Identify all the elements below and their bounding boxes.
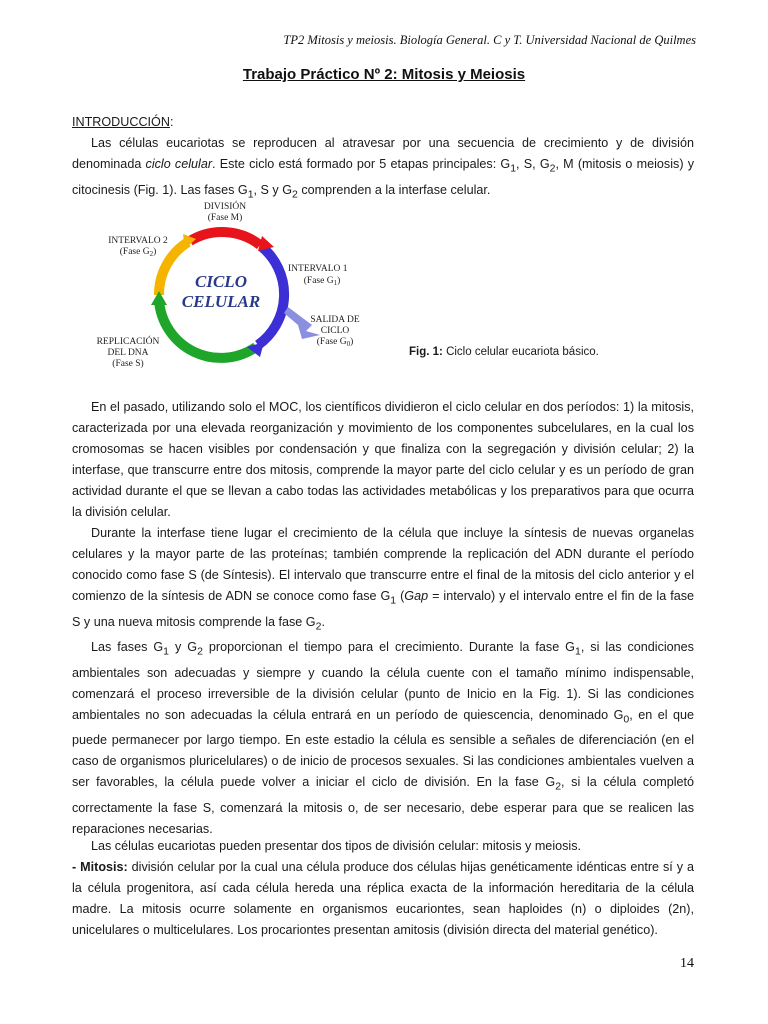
paragraph-mitosis-interfase: En el pasado, utilizando solo el MOC, los científicos dividieron el ciclo celular en dos períodos: 1) la mitosis, caracterizada por una elevada reorganización y movimiento de los componentes subcelulares, en la cual los cromosomas se hacen visibles por condensación y que finaliza con la segregación y división celular; 2) la interfase, que transcurre entre dos mitosis, comprende la mayor parte del ciclo celular y es un período de gran actividad durante el que se llevan a cabo todas las actividades metabólicas y los preparativos para que ocurra la división celular. — [72, 400, 694, 519]
p3-text-b: ( — [396, 589, 405, 603]
p4-sub-1b: 1 — [574, 645, 581, 658]
intro-sub-g2: 2 — [549, 162, 556, 175]
body-block-2 — [72, 397, 694, 840]
p3-sub-2: 2 — [315, 620, 322, 633]
paragraph-fases-g1-g2 — [72, 637, 694, 840]
p4-text-c: proporcionan el tiempo para el crecimiento. Durante la fase G — [202, 640, 575, 655]
label-intervalo-1-sub: (Fase $G_1$) — [303, 276, 341, 287]
intro-text-f: comprenden a la interfase celular. — [297, 182, 491, 197]
running-header: TP2 Mitosis y meiosis. Biología General. C y T. Universidad Nacional de Quilmes — [283, 33, 696, 47]
mitosis-lead: - Mitosis: — [72, 860, 128, 874]
intro-term-ciclo-celular: ciclo celular — [145, 157, 213, 171]
p4-sub-2b: 2 — [555, 780, 562, 793]
phase-m-arc — [190, 232, 260, 245]
figure-caption — [409, 346, 599, 358]
label-division: DIVISIÓN — [203, 202, 247, 212]
intro-text-c: , S, G — [516, 157, 550, 171]
section-heading — [72, 112, 694, 133]
caption-label: Fig. 1: — [409, 346, 443, 358]
intro-text-b: . Este ciclo está formado por 5 etapas principales: G — [212, 157, 511, 171]
p4-sub-2: 2 — [197, 645, 203, 658]
p4-text-a: Las fases G — [91, 640, 164, 655]
p3-term-gap: Gap — [404, 589, 429, 603]
p3-text-c: = intervalo) y el intervalo entre el fin de la fase S y una nueva mitosis comprende la fase G — [72, 589, 695, 629]
intro-text-a: Las células eucariotas se reproducen al atravesar por una secuencia de crecimiento y de división denominada — [72, 136, 694, 171]
p4-text-f: , si la célula completó correctamente la fase S, comenzará la mitosis o, de ser necesario, debe esperar para que se realicen las reparaciones necesarias. — [72, 775, 694, 836]
section-heading-colon: : — [169, 115, 174, 129]
diagram-center-ciclo: CICLO — [195, 272, 247, 291]
intro-sub-g1-b: 1 — [247, 188, 254, 201]
paragraph-tipos-division: Las células eucariotas pueden presentar dos tipos de división celular: mitosis y meiosis. — [91, 839, 582, 853]
section-heading-text: INTRODUCCIÓN — [72, 115, 170, 129]
p3-text-d: . — [321, 614, 325, 629]
p4-text-b: y G — [169, 640, 198, 655]
p4-sub-1: 1 — [163, 645, 170, 658]
label-fase-s: (Fase S) — [112, 359, 144, 369]
phase-g1-arc — [258, 247, 284, 345]
page-number: 14 — [680, 956, 694, 971]
caption-text: Ciclo celular eucariota básico. — [442, 346, 599, 358]
p4-text-d: , si las condiciones ambientales son adecuadas y siempre y cuando la célula cuente con el tamaño mínimo indispensable, comenzará el proceso irreversible de la división celular (punto de Inicio en la Fig. 1). Si las condiciones ambientales no son adecuadas la célula entrará en un período de quiescencia, denominado G — [72, 640, 694, 722]
cell-cycle-diagram — [90, 195, 372, 380]
body-block-3 — [72, 836, 694, 941]
intro-sub-g1: 1 — [510, 162, 517, 175]
diagram-center-celular: CELULAR — [181, 292, 261, 311]
p4-sub-0: 0 — [623, 713, 630, 726]
p4-text-e: , en el que puede permanecer por largo tiempo. En este estadio la célula es sensible a señales de diferenciación (en el caso de organismos pluricelulares) o de inicio de procesos sexuales. Si las condiciones ambientales vuelven a ser favorables, la célula puede volver a iniciar el ciclo de división. En la fase G — [72, 707, 694, 790]
page-title: Trabajo Práctico Nº 2: Mitosis y Meiosis — [242, 66, 526, 83]
label-del-dna: DEL DNA — [107, 348, 149, 358]
mitosis-text: división celular por la cual una célula produce dos células hijas genéticamente idénticas entre sí y a la célula progenitora, así cada célula hereda una réplica exacta de la información hereditaria de la célula madre. La mitosis ocurre solamente en organismos eucariontes, sean haploides (n) o diploides (2n), unicelulares o multicelulares. Los procariontes presentan amitosis (división directa del material genético). — [72, 860, 694, 937]
label-division-sub: (Fase M) — [207, 213, 243, 223]
p3-text-a: Durante la interfase tiene lugar el crecimiento de la célula que incluye la síntesis de nuevas organelas celulares y la mayor parte de las proteínas; también comprende la replicación del ADN durante el período conocido como fase S (de Síntesis). El intervalo que transcurre entre el final de la mitosis del ciclo anterior y el comienzo de la síntesis de ADN se conoce como fase G — [72, 526, 694, 603]
intro-text-e: , S y G — [253, 182, 293, 197]
label-intervalo-1: INTERVALO 1 — [288, 264, 348, 274]
intro-text-d: , M (mitosis o meiosis) y citocinesis (Fig. 1). Las fases G — [72, 157, 695, 197]
label-ciclo: CICLO — [320, 326, 350, 336]
p3-sub-1: 1 — [390, 594, 397, 607]
arrow-s-icon — [151, 291, 167, 305]
label-intervalo-2: INTERVALO 2 — [108, 236, 168, 246]
paragraph-interfase — [72, 523, 694, 637]
paragraph-mitosis-definition — [72, 857, 694, 941]
label-salida-sub: (Fase $G_0$) — [316, 337, 354, 348]
arrow-m-icon — [258, 236, 274, 251]
label-replicacion: REPLICACIÓN — [96, 337, 160, 347]
label-salida-de: SALIDA DE — [310, 315, 360, 325]
phase-g2-arc — [159, 242, 188, 295]
label-intervalo-2-sub: (Fase $G_2$) — [119, 247, 157, 258]
intro-sub-g2-b: 2 — [292, 188, 298, 201]
